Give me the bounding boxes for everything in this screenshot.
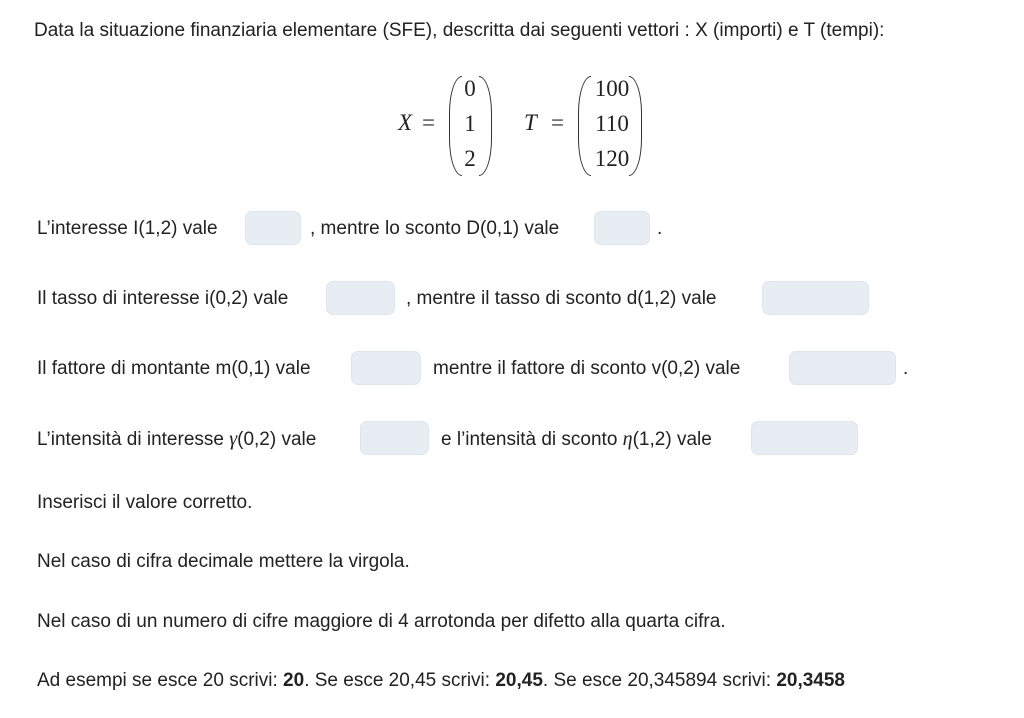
vector-t-item: 120 (594, 146, 630, 171)
discount-intensity-input[interactable] (751, 421, 858, 455)
discount-intensity-label: e l’intensità di sconto η(1,2) vale (441, 428, 712, 450)
accumulation-factor-label: Il fattore di montante m(0,1) vale (37, 358, 311, 379)
period: . (657, 218, 663, 239)
vector-t-label: T (524, 110, 537, 135)
vector-t-item: 100 (594, 76, 630, 101)
interest-intensity-input[interactable] (360, 421, 429, 455)
vector-x-item: 0 (464, 76, 476, 101)
vector-x-label: X (398, 110, 413, 135)
period: . (903, 358, 909, 379)
instruction-comma: Nel caso di cifra decimale mettere la virgola. (37, 551, 410, 572)
accumulation-factor-input[interactable] (351, 351, 421, 385)
intro-text: Data la situazione finanziaria elementare (SFE), descritta dai seguenti vettori : X (importi) e T (tempi): (34, 20, 885, 41)
interest-input[interactable] (245, 211, 301, 245)
vector-t-item: 110 (595, 111, 629, 136)
discount-factor-label: mentre il fattore di sconto v(0,2) vale (433, 358, 741, 379)
instruction-insert: Inserisci il valore corretto. (37, 492, 253, 513)
equals-sign: = (422, 110, 435, 135)
discount-rate-input[interactable] (762, 281, 869, 315)
instruction-round: Nel caso di un numero di cifre maggiore di 4 arrotonda per difetto alla quarta cifra. (37, 611, 726, 632)
discount-factor-input[interactable] (789, 351, 896, 385)
discount-rate-label: , mentre il tasso di sconto d(1,2) vale (406, 288, 717, 309)
interest-rate-input[interactable] (326, 281, 395, 315)
discount-input[interactable] (594, 211, 650, 245)
equals-sign: = (551, 110, 564, 135)
vector-x-item: 2 (464, 146, 476, 171)
instruction-examples: Ad esempi se esce 20 scrivi: 20. Se esce 20,45 scrivi: 20,45. Se esce 20,345894 scrivi: 20,3458 (37, 670, 845, 691)
interest-intensity-label: L’intensità di interesse γ(0,2) vale (37, 428, 317, 450)
interest-rate-label: Il tasso di interesse i(0,2) vale (37, 288, 289, 309)
interest-label: L’interesse I(1,2) vale (37, 218, 218, 239)
discount-label: , mentre lo sconto D(0,1) vale (310, 218, 560, 239)
vector-x-item: 1 (464, 111, 476, 136)
